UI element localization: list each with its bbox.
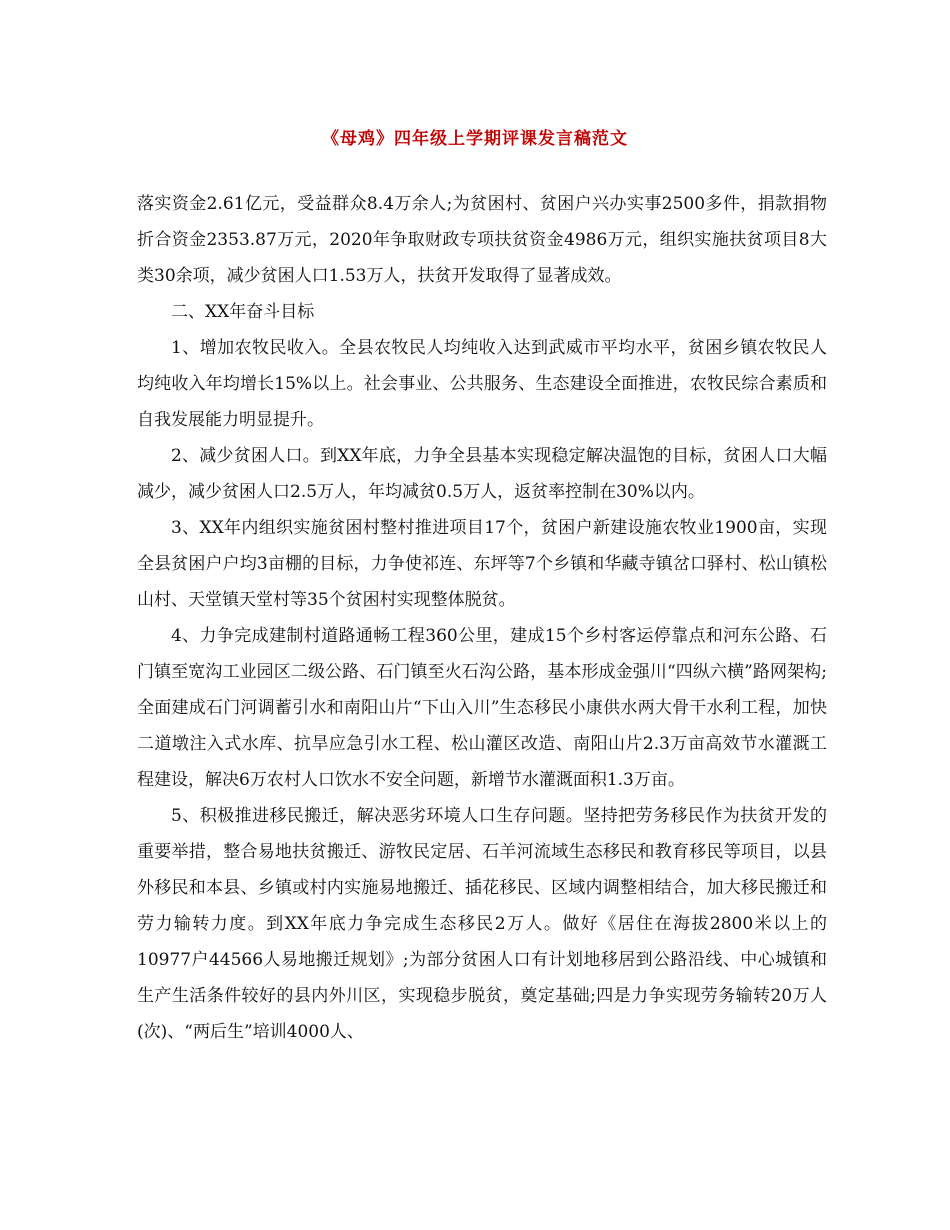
section-heading-goals: 二、XX年奋斗目标 [171,302,315,322]
paragraph-goal-1: 1、增加农牧民收入。全县农牧民人均纯收入达到武威市平均水平，贫困乡镇农牧民人均纯收入年均增长15%以上。社会事业、公共服务、生态建设全面推进，农牧民综合素质和自我发展能力明显提升。 [137,338,827,430]
paragraph-goal-3: 3、XX年内组织实施贫困村整村推进项目17个，贫困户新建设施农牧业1900亩，实现全县贫困户户均3亩棚的目标，力争使祁连、东坪等7个乡镇和华藏寺镇岔口驿村、松山镇松山村、天堂镇天堂村等35个贫困村实现整体脱贫。 [137,518,827,610]
paragraph-funding-summary: 落实资金2.61亿元，受益群众8.4万余人;为贫困村、贫困户兴办实事2500多件，捐款捐物折合资金2353.87万元，2020年争取财政专项扶贫资金4986万元，组织实施扶贫项目8大类30余项，减少贫困人口1.53万人，扶贫开发取得了显著成效。 [137,194,827,286]
paragraph-goal-2: 2、减少贫困人口。到XX年底，力争全县基本实现稳定解决温饱的目标，贫困人口大幅减少，减少贫困人口2.5万人，年均减贫0.5万人，返贫率控制在30%以内。 [137,446,827,502]
paragraph-goal-4: 4、力争完成建制村道路通畅工程360公里，建成15个乡村客运停靠点和河东公路、石门镇至宽沟工业园区二级公路、石门镇至火石沟公路，基本形成金强川“四纵六横”路网架构;全面建成石门河调蓄引水和南阳山片“下山入川”生态移民小康供水两大骨干水利工程，加快二道墩注入式水库、抗旱应急引水工程、松山灌区改造、南阳山片2.3万亩高效节水灌溉工程建设，解决6万农村人口饮水不安全问题，新增节水灌溉面积1.3万亩。 [137,626,827,790]
paragraph-goal-5: 5、积极推进移民搬迁，解决恶劣环境人口生存问题。坚持把劳务移民作为扶贫开发的重要举措，整合易地扶贫搬迁、游牧民定居、石羊河流域生态移民和教育移民等项目，以县外移民和本县、乡镇或村内实施易地搬迁、插花移民、区域内调整相结合，加大移民搬迁和劳力输转力度。到XX年底力争完成生态移民2万人。做好《居住在海拔2800米以上的10977户44566人易地搬迁规划》;为部分贫困人口有计划地移居到公路沿线、中心城镇和生产生活条件较好的县内外川区，实现稳步脱贫，奠定基础;四是力争实现劳务输转20万人(次)、“两后生”培训4000人、 [137,806,827,1042]
document-body [137,186,827,1050]
document-title: 《母鸡》四年级上学期评课发言稿范文 [322,129,628,149]
